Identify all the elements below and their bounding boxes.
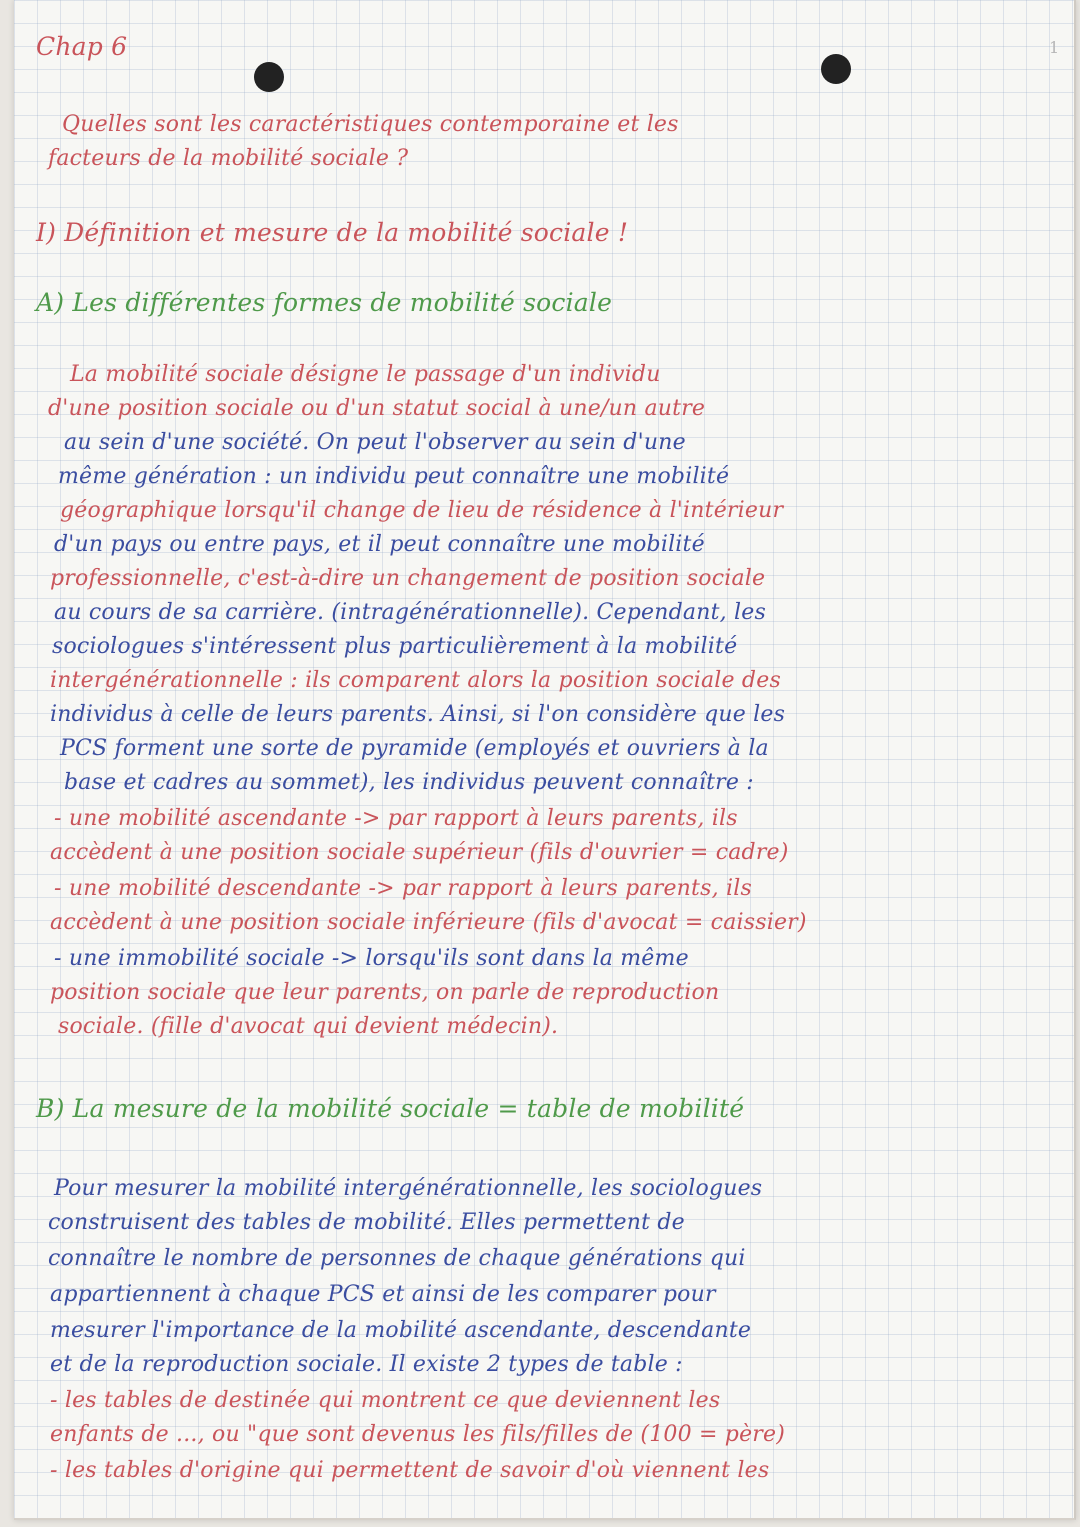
text-line: PCS forment une sorte de pyramide (employés et ouvriers à la bbox=[60, 736, 769, 761]
text-line: professionnelle, c'est-à-dire un changement de position sociale bbox=[50, 566, 766, 591]
text-line: et de la reproduction sociale. Il existe 2 types de table : bbox=[50, 1352, 683, 1377]
text-line: La mobilité sociale désigne le passage d'un individu bbox=[70, 362, 661, 387]
text-line: géographique lorsqu'il change de lieu de résidence à l'intérieur bbox=[60, 498, 784, 523]
text-line: même génération : un individu peut connaître une mobilité bbox=[58, 464, 730, 489]
text-line: accèdent à une position sociale supérieur (fils d'ouvrier = cadre) bbox=[50, 840, 789, 865]
question-line: facteurs de la mobilité sociale ? bbox=[48, 146, 409, 171]
text-line: intergénérationnelle : ils comparent alors la position sociale des bbox=[50, 668, 781, 693]
section-b-title: B) La mesure de la mobilité sociale = table de mobilité bbox=[36, 1094, 745, 1123]
text-line: position sociale que leur parents, on parle de reproduction bbox=[50, 980, 720, 1005]
text-line: base et cadres au sommet), les individus peuvent connaître : bbox=[64, 770, 754, 795]
punch-hole bbox=[254, 62, 284, 92]
text-line: - les tables de destinée qui montrent ce que deviennent les bbox=[50, 1388, 721, 1413]
section-a-title: A) Les différentes formes de mobilité sociale bbox=[36, 288, 613, 317]
text-line: appartiennent à chaque PCS et ainsi de les comparer pour bbox=[50, 1282, 716, 1307]
text-line: au sein d'une société. On peut l'observer au sein d'une bbox=[64, 430, 686, 455]
text-line: d'une position sociale ou d'un statut social à une/un autre bbox=[48, 396, 706, 421]
text-line: sociologues s'intéressent plus particulièrement à la mobilité bbox=[52, 634, 738, 659]
text-line: - une mobilité descendante -> par rapport à leurs parents, ils bbox=[54, 876, 752, 901]
text-line: - les tables d'origine qui permettent de savoir d'où viennent les bbox=[50, 1458, 770, 1483]
text-line: - une mobilité ascendante -> par rapport à leurs parents, ils bbox=[54, 806, 738, 831]
text-line: connaître le nombre de personnes de chaque générations qui bbox=[48, 1246, 746, 1271]
text-line: d'un pays ou entre pays, et il peut connaître une mobilité bbox=[54, 532, 705, 557]
question-line: Quelles sont les caractéristiques contemporaine et les bbox=[62, 112, 679, 137]
text-line: construisent des tables de mobilité. Elles permettent de bbox=[48, 1210, 685, 1235]
text-line: Pour mesurer la mobilité intergénérationnelle, les sociologues bbox=[54, 1176, 763, 1201]
notebook-page bbox=[14, 0, 1076, 1520]
page-number: 1 bbox=[1049, 38, 1060, 57]
text-line: - une immobilité sociale -> lorsqu'ils sont dans la même bbox=[54, 946, 689, 971]
text-line: individus à celle de leurs parents. Ainsi, si l'on considère que les bbox=[50, 702, 786, 727]
text-line: accèdent à une position sociale inférieure (fils d'avocat = caissier) bbox=[50, 910, 807, 935]
text-line: enfants de ..., ou "que sont devenus les fils/filles de (100 = père) bbox=[50, 1422, 786, 1447]
text-line: sociale. (fille d'avocat qui devient médecin). bbox=[58, 1014, 559, 1039]
text-line: mesurer l'importance de la mobilité ascendante, descendante bbox=[50, 1318, 752, 1343]
text-line: au cours de sa carrière. (intragénérationnelle). Cependant, les bbox=[54, 600, 766, 625]
chapter-label: Chap 6 bbox=[36, 32, 128, 61]
part-title: I) Définition et mesure de la mobilité sociale ! bbox=[36, 218, 629, 247]
punch-hole bbox=[821, 54, 851, 84]
